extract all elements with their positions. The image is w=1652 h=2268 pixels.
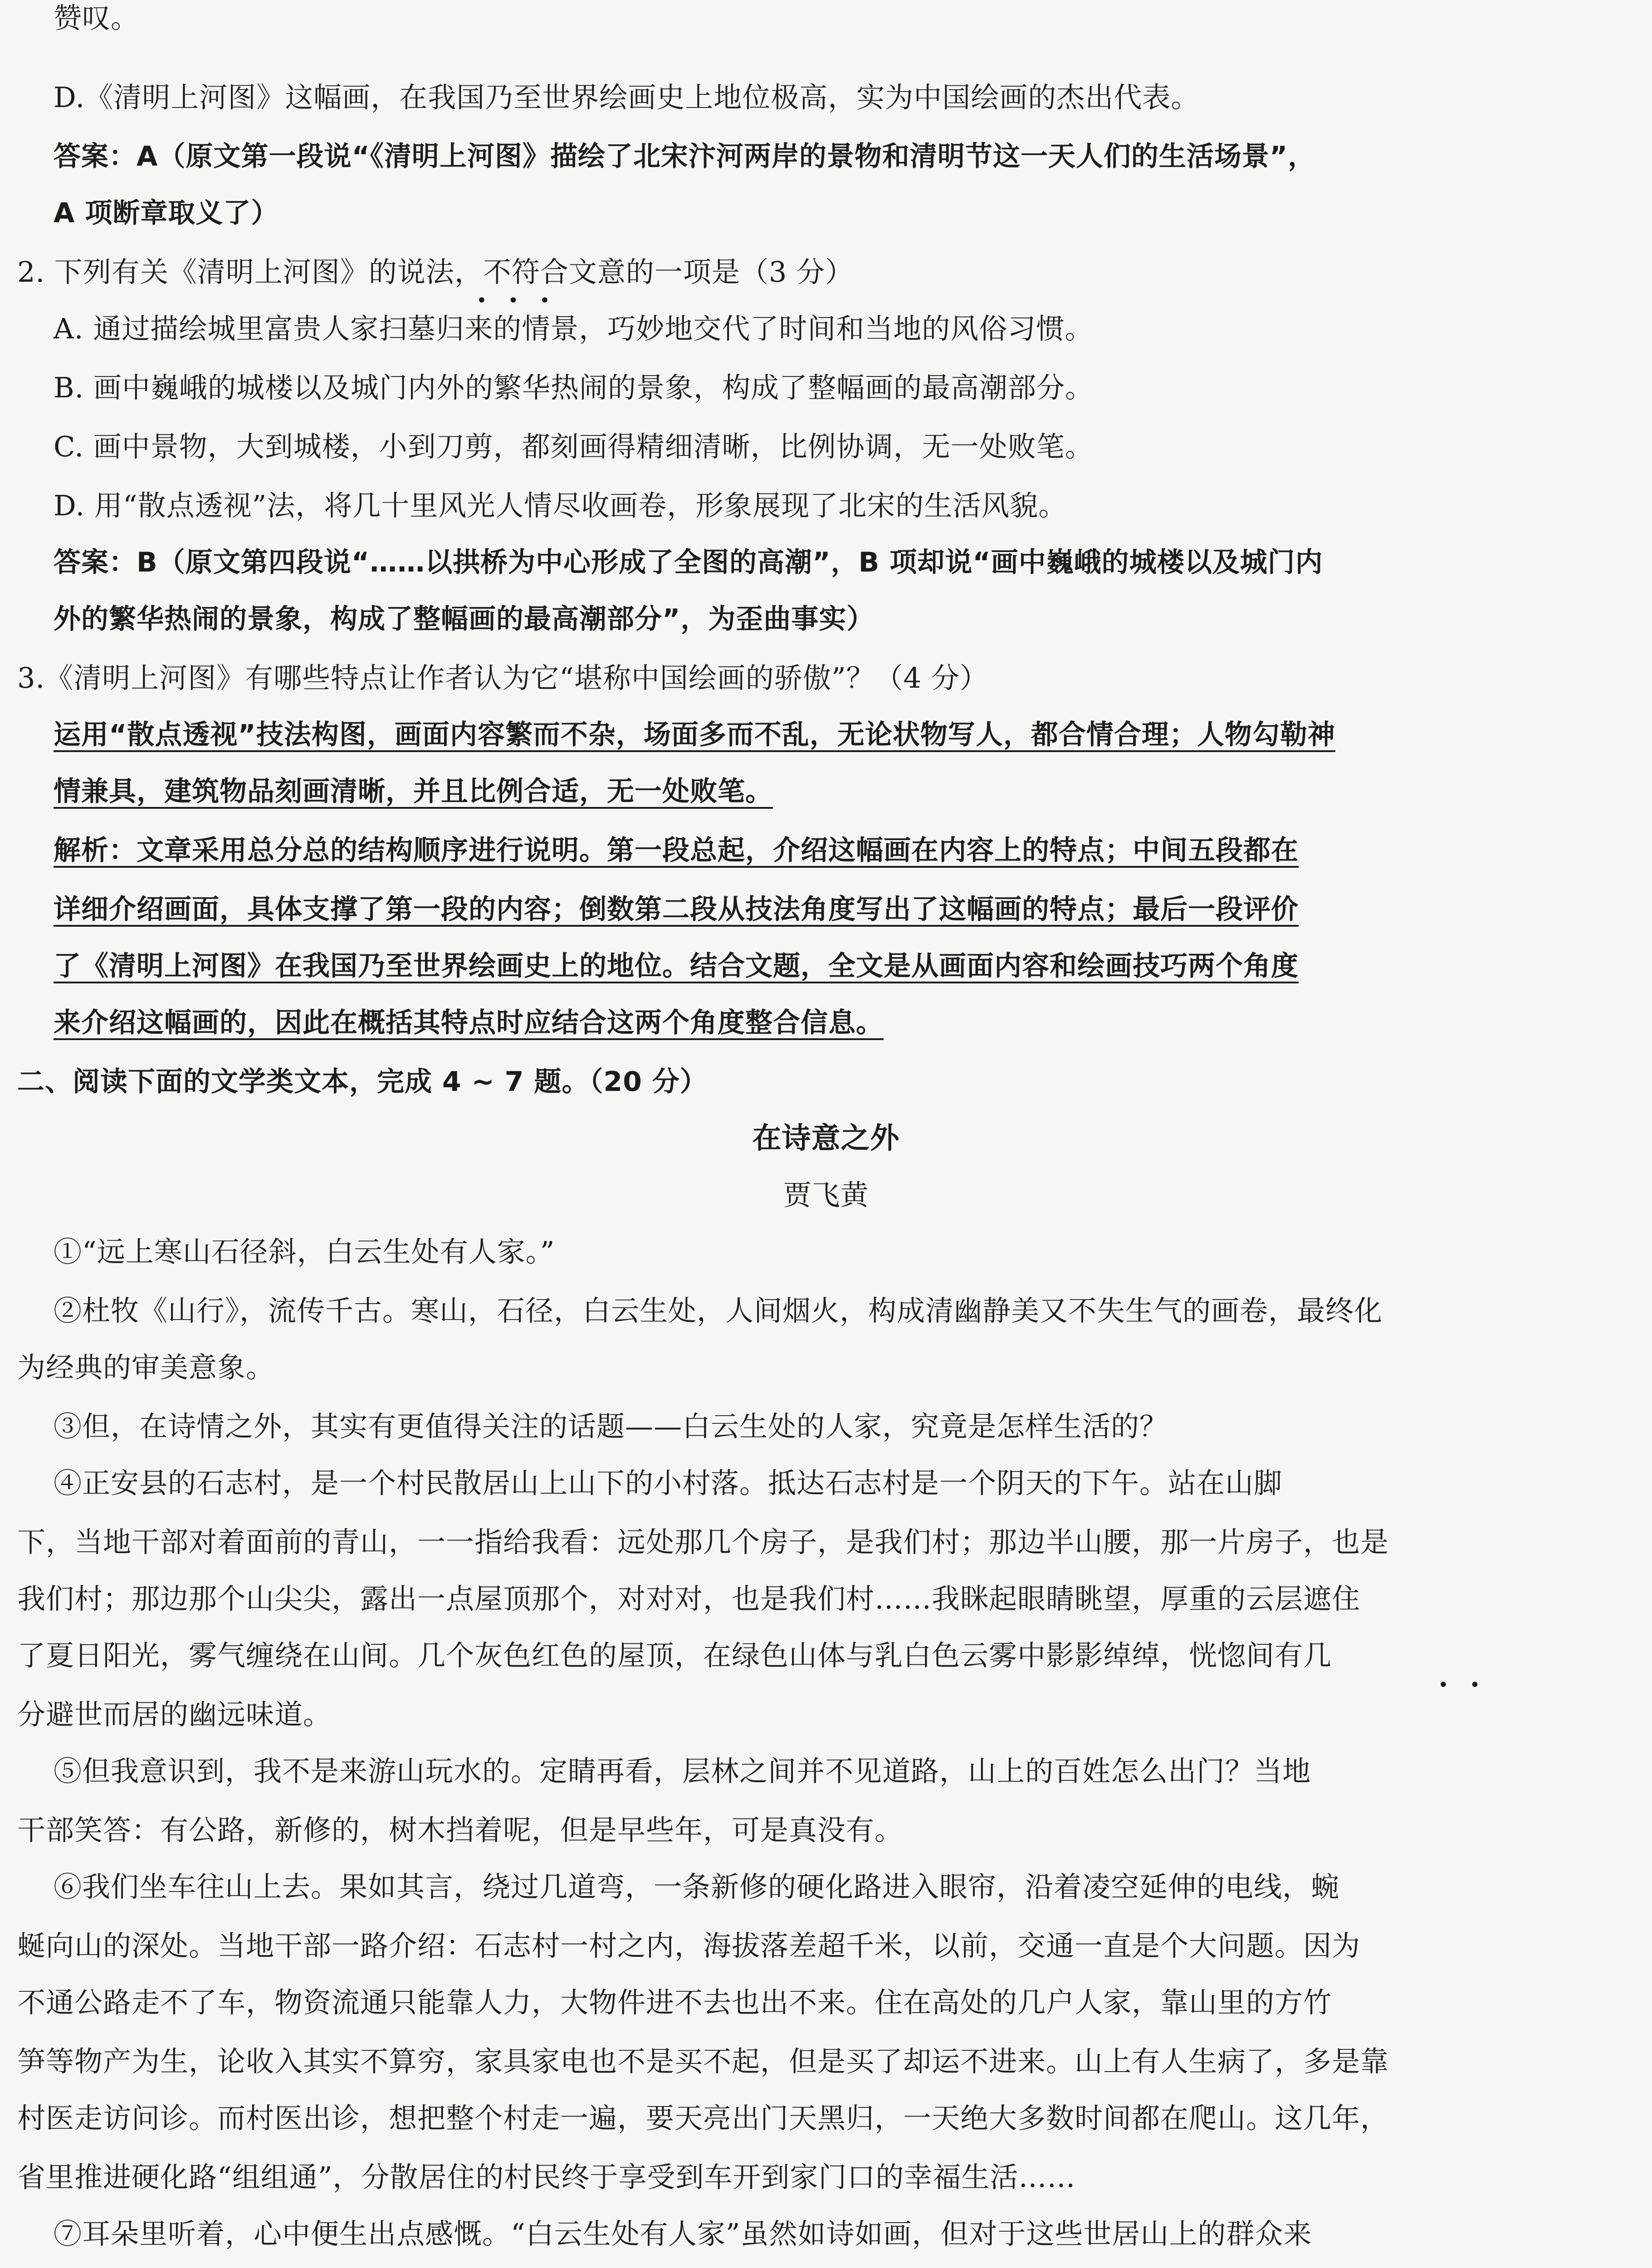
paragraph-line: 蜒向山的深处。当地干部一路介绍：石志村一村之内，海拔落差超千米，以前，交通一直是个大问题。因为 [17, 1929, 1361, 1962]
question-3: 3.《清明上河图》有哪些特点让作者认为它“堪称中国绘画的骄傲”？（4 分） [17, 661, 988, 694]
paragraph-line: 笋等物产为生，论收入其实不算穷，家具家电也不是买不起，但是买了却运不进来。山上有人生病了，多是靠 [17, 2045, 1389, 2078]
paragraph-line: 我们村；那边那个山尖尖，露出一点屋顶那个，对对对，也是我们村……我眯起眼睛眺望，厚重的云层遮住 [17, 1582, 1361, 1615]
paragraph-7: ⑦耳朵里听着，心中便生出点感慨。“白云生处有人家”虽然如诗如画，但对于这些世居山上的群众来 [54, 2217, 1312, 2250]
paragraph-4: ④正安县的石志村，是一个村民散居山上山下的小村落。抵达石志村是一个阴天的下午。站在山脚 [54, 1466, 1283, 1500]
answer-line: 外的繁华热闹的景象，构成了整幅画的最高潮部分”，为歪曲事实） [54, 603, 875, 635]
emphasis-dots: •• [1438, 1675, 1501, 1696]
paragraph-2: ②杜牧《山行》，流传千古。寒山，石径，白云生处，人间烟火，构成清幽静美又不失生气的画卷，最终化 [54, 1294, 1383, 1327]
emphasis-dots: ••• [476, 290, 571, 311]
paragraph-line: 分避世而居的幽远味道。 [17, 1698, 332, 1731]
option-a: A. 通过描绘城里富贵人家扫墓归来的情景，巧妙地交代了时间和当地的风俗习惯。 [54, 312, 1094, 345]
answer-line: 答案：A（原文第一段说“《清明上河图》描绘了北宋汴河两岸的景物和清明节这一天人们的生活场景”， [54, 141, 1316, 172]
answer-line: 情兼具，建筑物品刻画清晰，并且比例合适，无一处败笔。 [54, 776, 773, 807]
section-heading: 二、阅读下面的文学类文本，完成 4 ~ 7 题。（20 分） [17, 1066, 708, 1098]
paragraph-5: ⑤但我意识到，我不是来游山玩水的。定睛再看，层林之间并不见道路，山上的百姓怎么出门？当地 [54, 1755, 1311, 1788]
text-line: 赞叹。 [54, 1, 140, 34]
paragraph-3: ③但，在诗情之外，其实有更值得关注的话题——白云生处的人家，究竟是怎样生活的？ [54, 1410, 1168, 1443]
article-author: 贾飞黄 [783, 1178, 869, 1212]
option-c: C. 画中景物，大到城楼，小到刀剪，都刻画得精细清晰，比例协调，无一处败笔。 [54, 430, 1094, 463]
paragraph-line: 了夏日阳光，雾气缠绕在山间。几个灰色红色的屋顶，在绿色山体与乳白色云雾中影影绰绰，恍惚间有几 [17, 1639, 1332, 1672]
paragraph-line: 为经典的审美意象。 [17, 1351, 275, 1384]
paragraph-line: 不通公路走不了车，物资流通只能靠人力，大物件进不去也出不来。住在高处的几户人家，靠山里的方竹 [17, 1986, 1332, 2019]
question-2: 2. 下列有关《清明上河图》的说法，不符合文意的一项是（3 分） [17, 255, 854, 288]
paragraph-line: 下，当地干部对着面前的青山，一一指给我看：远处那几个房子，是我们村；那边半山腰，那一片房子，也是 [17, 1525, 1389, 1559]
paragraph-1: ①“远上寒山石径斜，白云生处有人家。” [54, 1235, 555, 1268]
paragraph-6: ⑥我们坐车往山上去。果如其言，绕过几道弯，一条新修的硬化路进入眼帘，沿着凌空延伸的电线，蜿 [54, 1870, 1340, 1903]
option-d: D. 用“散点透视”法，将几十里风光人情尽收画卷，形象展现了北宋的生活风貌。 [54, 489, 1067, 522]
answer-line: 答案：B（原文第四段说“……以拱桥为中心形成了全图的高潮”，B 项却说“画中巍峨的城楼以及城门内 [54, 547, 1323, 578]
option-b: B. 画中巍峨的城楼以及城门内外的繁华热闹的景象，构成了整幅画的最高潮部分。 [54, 371, 1094, 404]
paragraph-line: 省里推进硬化路“组组通”，分散居住的村民终于享受到车开到家门口的幸福生活…… [17, 2160, 1076, 2194]
paragraph-line: 干部笑答：有公路，新修的，树木挡着呢，但是早些年，可是真没有。 [17, 1813, 904, 1847]
article-title: 在诗意之外 [752, 1122, 900, 1155]
answer-line: 运用“散点透视”技法构图，画面内容繁而不杂，场面多而不乱，无论状物写人，都合情合理；人物勾勒神 [54, 719, 1335, 751]
analysis-line: 了《清明上河图》在我国乃至世界绘画史上的地位。结合文题，全文是从画面内容和绘画技巧两个角度 [54, 950, 1299, 982]
paragraph-line: 村医走访问诊。而村医出诊，想把整个村走一遍，要天亮出门天黑归，一天绝大多数时间都在爬山。这几年， [17, 2102, 1389, 2135]
analysis-line: 来介绍这幅画的，因此在概括其特点时应结合这两个角度整合信息。 [54, 1007, 884, 1039]
analysis-line: 解析：文章采用总分总的结构顺序进行说明。第一段总起，介绍这幅画在内容上的特点；中间五段都在 [54, 835, 1299, 866]
analysis-line: 详细介绍画面，具体支撑了第一段的内容；倒数第二段从技法角度写出了这幅画的特点；最后一段评价 [54, 894, 1299, 925]
option-d: D.《清明上河图》这幅画，在我国乃至世界绘画史上地位极高，实为中国绘画的杰出代表。 [54, 81, 1200, 114]
answer-line: A 项断章取义了） [54, 197, 279, 229]
